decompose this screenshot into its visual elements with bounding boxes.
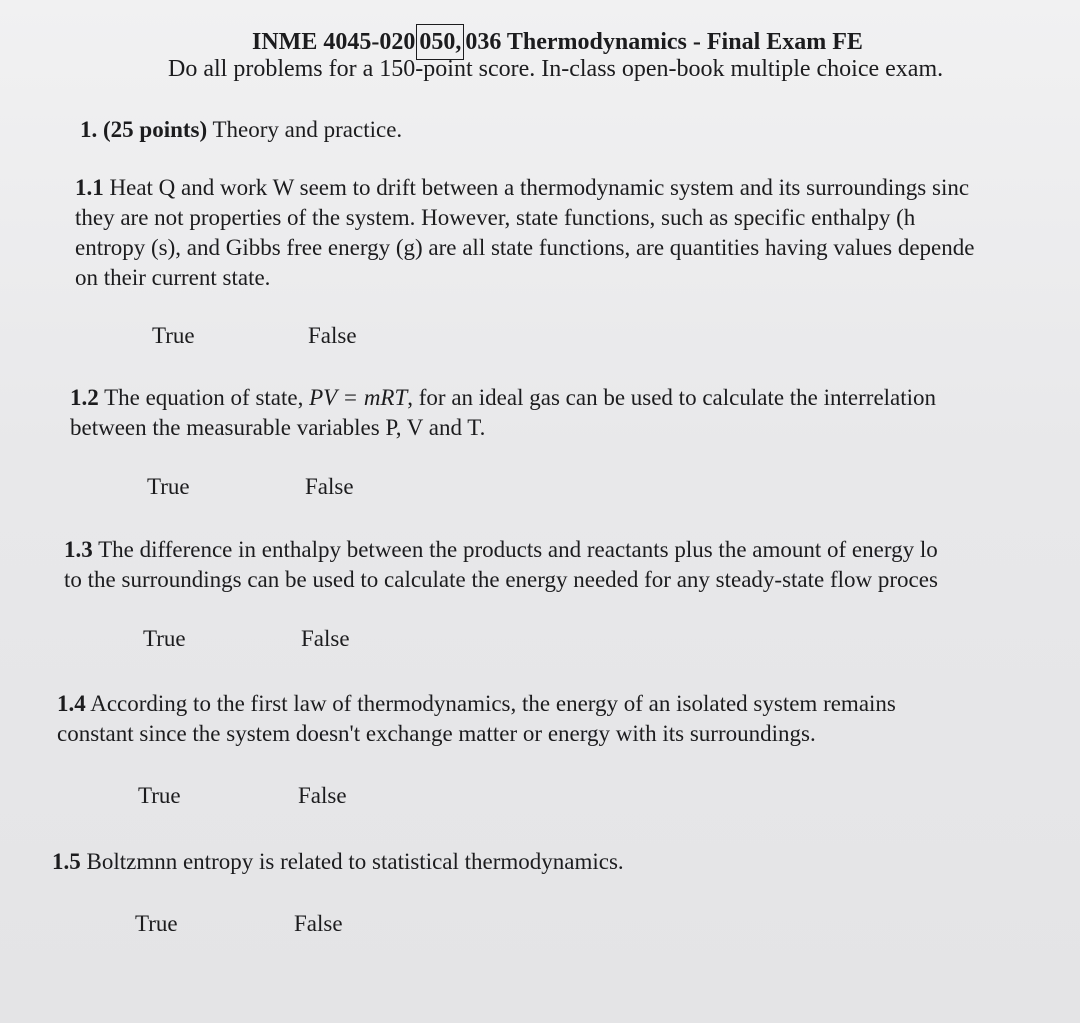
item-1-3-true-option[interactable]: True [143, 626, 186, 651]
item-1-3-line: 1.3 The difference in enthalpy between the products and reactants plus the amount of energy lo [64, 537, 938, 562]
item-number: 1.3 [64, 537, 93, 562]
item-number: 1.5 [52, 849, 81, 874]
item-1-1-line: on their current state. [75, 265, 271, 290]
item-number: 1.2 [70, 385, 99, 410]
course-section-2: 036 [465, 29, 502, 55]
question-topic: Theory and practice. [212, 117, 403, 142]
course-title: Thermodynamics - Final Exam FE [501, 29, 863, 55]
section-box [416, 24, 464, 60]
course-section-1: 050, [419, 29, 462, 55]
item-1-4-true-option[interactable]: True [138, 783, 181, 808]
item-1-5-false-option[interactable]: False [294, 911, 343, 936]
exam-title [252, 24, 863, 60]
course-prefix: INME 4045-020 [252, 29, 416, 55]
item-1-1-false-option[interactable]: False [308, 323, 357, 348]
question-points: (25 points) [103, 117, 208, 142]
exam-instructions: Do all problems for a 150-point score. In-class open-book multiple choice exam. [168, 56, 944, 82]
item-1-2-line: between the measurable variables P, V and T. [70, 415, 486, 440]
item-1-4-false-option[interactable]: False [298, 783, 347, 808]
item-1-1-line: 1.1 Heat Q and work W seem to drift between a thermodynamic system and its surroundings sinc [75, 175, 970, 200]
item-1-3-false-option[interactable]: False [301, 626, 350, 651]
item-number: 1.4 [57, 691, 86, 716]
item-1-5 [52, 847, 624, 877]
item-1-1-line: they are not properties of the system. However, state functions, such as specific enthalpy (h [75, 205, 916, 230]
item-1-4-line: constant since the system doesn't exchange matter or energy with its surroundings. [57, 721, 816, 746]
item-1-2-false-option[interactable]: False [305, 474, 354, 499]
item-1-4-line: 1.4 According to the first law of thermodynamics, the energy of an isolated system remains [57, 691, 896, 716]
item-1-1 [75, 173, 974, 293]
item-1-4 [57, 689, 896, 749]
item-1-1-true-option[interactable]: True [152, 323, 195, 348]
item-1-5-true-option[interactable]: True [135, 911, 178, 936]
item-1-3 [64, 535, 938, 595]
question-title [80, 117, 402, 143]
item-1-2-line: 1.2 The equation of state, PV = mRT, for an ideal gas can be used to calculate the interrelation [70, 385, 937, 410]
question-number: 1. [80, 117, 98, 142]
item-1-2-true-option[interactable]: True [147, 474, 190, 499]
item-1-3-line: to the surroundings can be used to calculate the energy needed for any steady-state flow proces [64, 567, 938, 592]
item-1-5-line: 1.5 Boltzmnn entropy is related to statistical thermodynamics. [52, 849, 624, 874]
ideal-gas-equation: PV = mRT [309, 385, 408, 410]
item-1-2 [70, 383, 936, 443]
item-number: 1.1 [75, 175, 104, 200]
item-1-1-line: entropy (s), and Gibbs free energy (g) are all state functions, are quantities having values depende [75, 235, 975, 260]
